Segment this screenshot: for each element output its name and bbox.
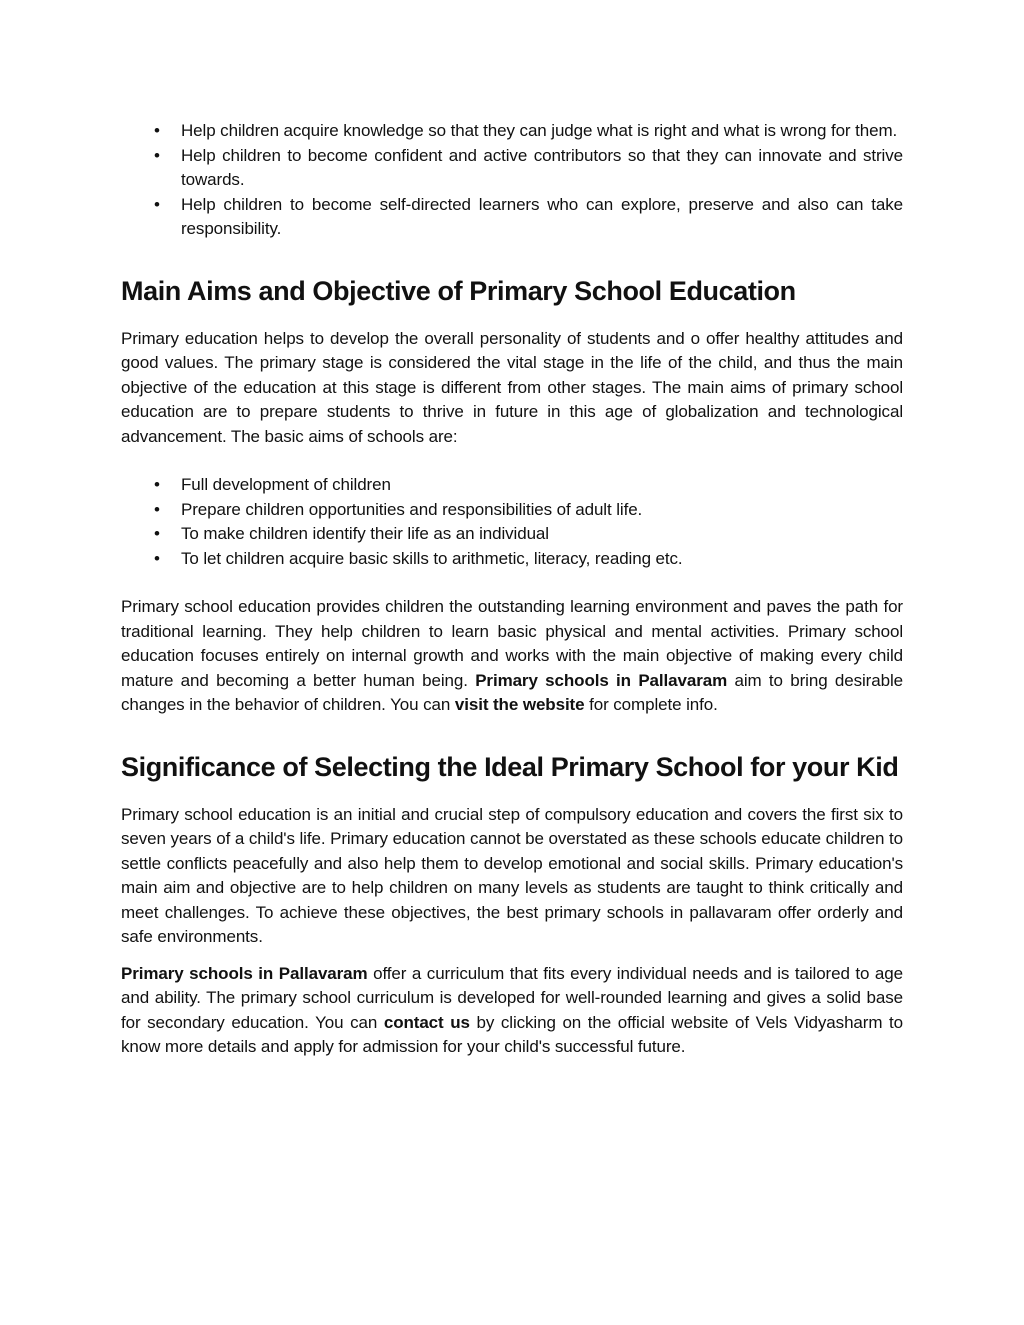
contact-us-link[interactable]: contact us	[383, 1012, 470, 1032]
section-heading-significance: Significance of Selecting the Ideal Primary School for your Kid	[121, 751, 899, 782]
paragraph-text: by clicking on the official website of Vels Vidyasharm to know more details and apply for admission for your child's successful future.	[121, 1012, 903, 1056]
paragraph-text: aim to bring desirable changes in the behavior of children. You can	[121, 670, 903, 714]
document-page	[121, 119, 903, 1060]
paragraph-text: offer a curriculum that fits every individual needs and is tailored to age and ability. The primary school curriculum is developed for well-rounded learning and gives a solid base for secondary education. You can	[121, 963, 903, 1032]
list-item: • Prepare children opportunities and responsibilities of adult life.	[121, 498, 903, 523]
visit-website-link[interactable]: visit the website	[454, 695, 585, 714]
top-bullet-list	[121, 119, 903, 242]
paragraph-text: Primary school education provides children the outstanding learning environment and paves the path for traditional learning. They help children to learn basic physical and mental activities. Primary school education focuses entirely on internal growth and works with the main objective of making every child mature and becoming a better human being.	[121, 597, 903, 690]
primary-schools-pallavaram-link[interactable]: Primary schools in Pallavaram	[121, 963, 368, 983]
list-item: • Full development of children	[121, 473, 903, 498]
section-heading-main-aims: Main Aims and Objective of Primary School Education	[121, 275, 796, 306]
list-item: • Help children acquire knowledge so that they can judge what is right and what is wrong for them.	[121, 119, 903, 144]
main-aims-intro-paragraph: Primary education helps to develop the overall personality of students and o offer healthy attitudes and good values. The primary stage is considered the vital stage in the life of the child, and thus the main objective of the education at this stage is different from other stages. The main aims of primary school education are to prepare students to thrive in future in this age of globalization and technological advancement. The basic aims of schools are:	[121, 328, 903, 446]
learning-environment-paragraph	[121, 595, 903, 718]
paragraph-text: for complete info.	[584, 695, 718, 714]
aims-bullet-list	[121, 473, 903, 571]
significance-paragraph: Primary school education is an initial and crucial step of compulsory education and covers the first six to seven years of a child's life. Primary education cannot be overstated as these schools educate children to settle conflicts peacefully and also help them to develop emotional and social skills. Primary education's main aim and objective are to help children on many levels as students are taught to think critically and meet challenges. To achieve these objectives, the best primary schools in pallavaram offer orderly and safe environments.	[121, 804, 903, 946]
list-item: • Help children to become self-directed learners who can explore, preserve and also can take responsibility.	[121, 193, 903, 242]
primary-schools-pallavaram-link[interactable]: Primary schools in Pallavaram	[475, 670, 728, 690]
list-item: • Help children to become confident and active contributors so that they can innovate and strive towards.	[121, 144, 903, 193]
list-item: • To let children acquire basic skills to arithmetic, literacy, reading etc.	[121, 547, 903, 572]
list-item: • To make children identify their life as an individual	[121, 522, 903, 547]
curriculum-paragraph	[121, 962, 903, 1060]
